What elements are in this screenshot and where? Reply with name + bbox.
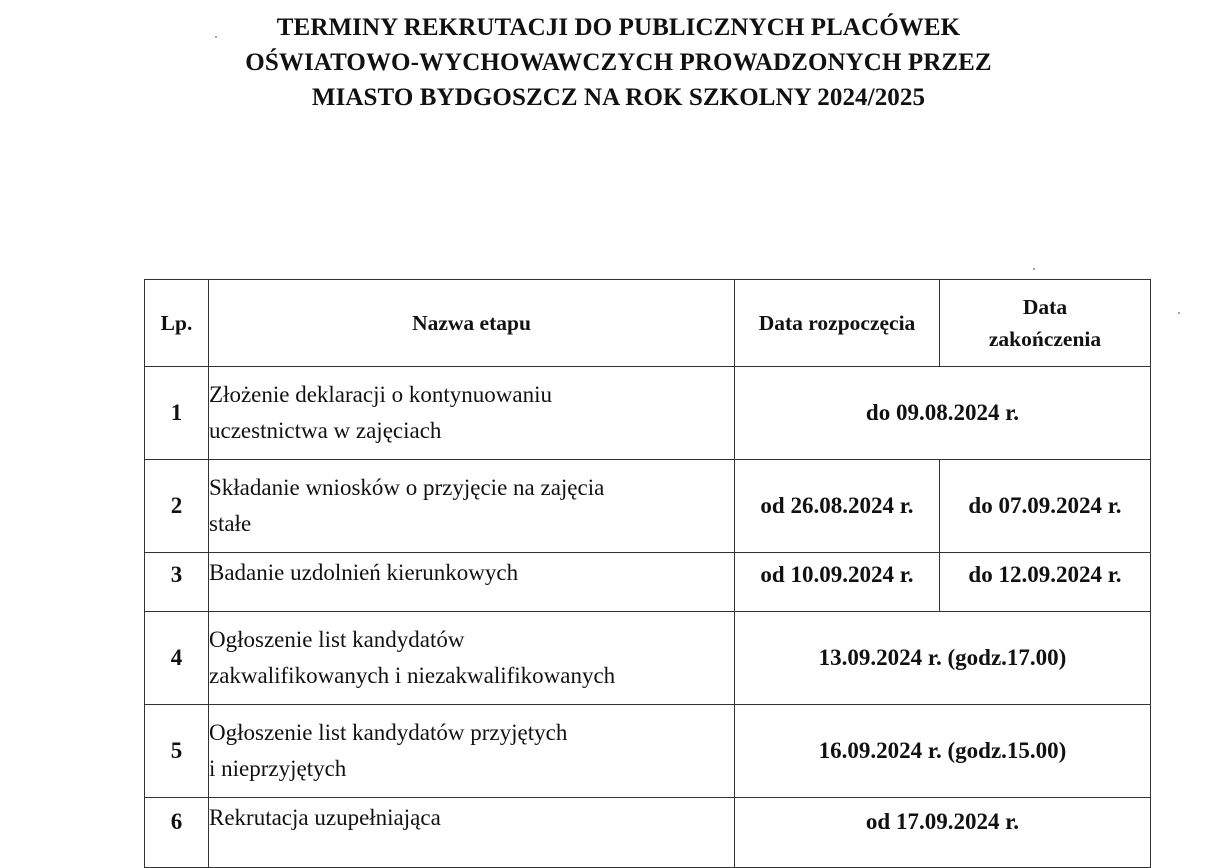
header-end-date [940, 280, 1151, 367]
recruitment-schedule-table [144, 279, 1151, 868]
stage-name-line: stałe [209, 511, 252, 536]
document-title [0, 10, 1224, 115]
stage-name-line: Badanie uzdolnień kierunkowych [209, 560, 519, 585]
title-line-2: OŚWIATOWO-WYCHOWAWCZYCH PROWADZONYCH PRZEZ [245, 49, 992, 76]
table-row [145, 367, 1151, 460]
header-stage-name: Nazwa etapu [209, 280, 735, 367]
stage-name-line: Ogłoszenie list kandydatów przyjętych [209, 720, 568, 745]
title-line-1: TERMINY REKRUTACJI DO PUBLICZNYCH PLACÓWEK [276, 14, 961, 41]
header-start-date: Data rozpoczęcia [735, 280, 940, 367]
header-end-date-line-2: zakończenia [988, 327, 1102, 351]
row-number: 2 [145, 460, 209, 553]
stage-start-date: od 10.09.2024 r. [735, 553, 940, 612]
row-number: 6 [145, 798, 209, 868]
stage-name [209, 367, 735, 460]
stage-date-merged: 13.09.2024 r. (godz.17.00) [735, 612, 1151, 705]
table-row [145, 553, 1151, 612]
stage-name-line: Ogłoszenie list kandydatów [209, 627, 465, 652]
scan-speck [1033, 268, 1035, 270]
row-number: 1 [145, 367, 209, 460]
header-end-date-line-1: Data [1022, 295, 1068, 319]
table-header-row [145, 280, 1151, 367]
table-row [145, 460, 1151, 553]
stage-name-line: Złożenie deklaracji o kontynuowaniu [209, 382, 552, 407]
stage-name [209, 798, 735, 868]
stage-name-line: uczestnictwa w zajęciach [209, 418, 442, 443]
scan-speck [215, 36, 217, 38]
stage-end-date: do 07.09.2024 r. [940, 460, 1151, 553]
table-row [145, 705, 1151, 798]
stage-name [209, 612, 735, 705]
title-line-3: MIASTO BYDGOSZCZ NA ROK SZKOLNY 2024/2025 [311, 84, 926, 111]
table-row [145, 612, 1151, 705]
stage-name-line: Składanie wniosków o przyjęcie na zajęcia [209, 475, 605, 500]
stage-date-merged: 16.09.2024 r. (godz.15.00) [735, 705, 1151, 798]
table-row [145, 798, 1151, 868]
stage-name-line: zakwalifikowanych i niezakwalifikowanych [209, 663, 616, 688]
stage-date-merged: do 09.08.2024 r. [735, 367, 1151, 460]
stage-start-date: od 26.08.2024 r. [735, 460, 940, 553]
row-number: 3 [145, 553, 209, 612]
stage-end-date: do 12.09.2024 r. [940, 553, 1151, 612]
stage-name [209, 553, 735, 612]
stage-date-merged: od 17.09.2024 r. [735, 798, 1151, 868]
header-lp: Lp. [145, 280, 209, 367]
stage-name [209, 705, 735, 798]
row-number: 5 [145, 705, 209, 798]
scan-speck [1178, 312, 1180, 314]
stage-name [209, 460, 735, 553]
stage-name-line: Rekrutacja uzupełniająca [209, 805, 441, 830]
stage-name-line: i nieprzyjętych [209, 756, 347, 781]
row-number: 4 [145, 612, 209, 705]
